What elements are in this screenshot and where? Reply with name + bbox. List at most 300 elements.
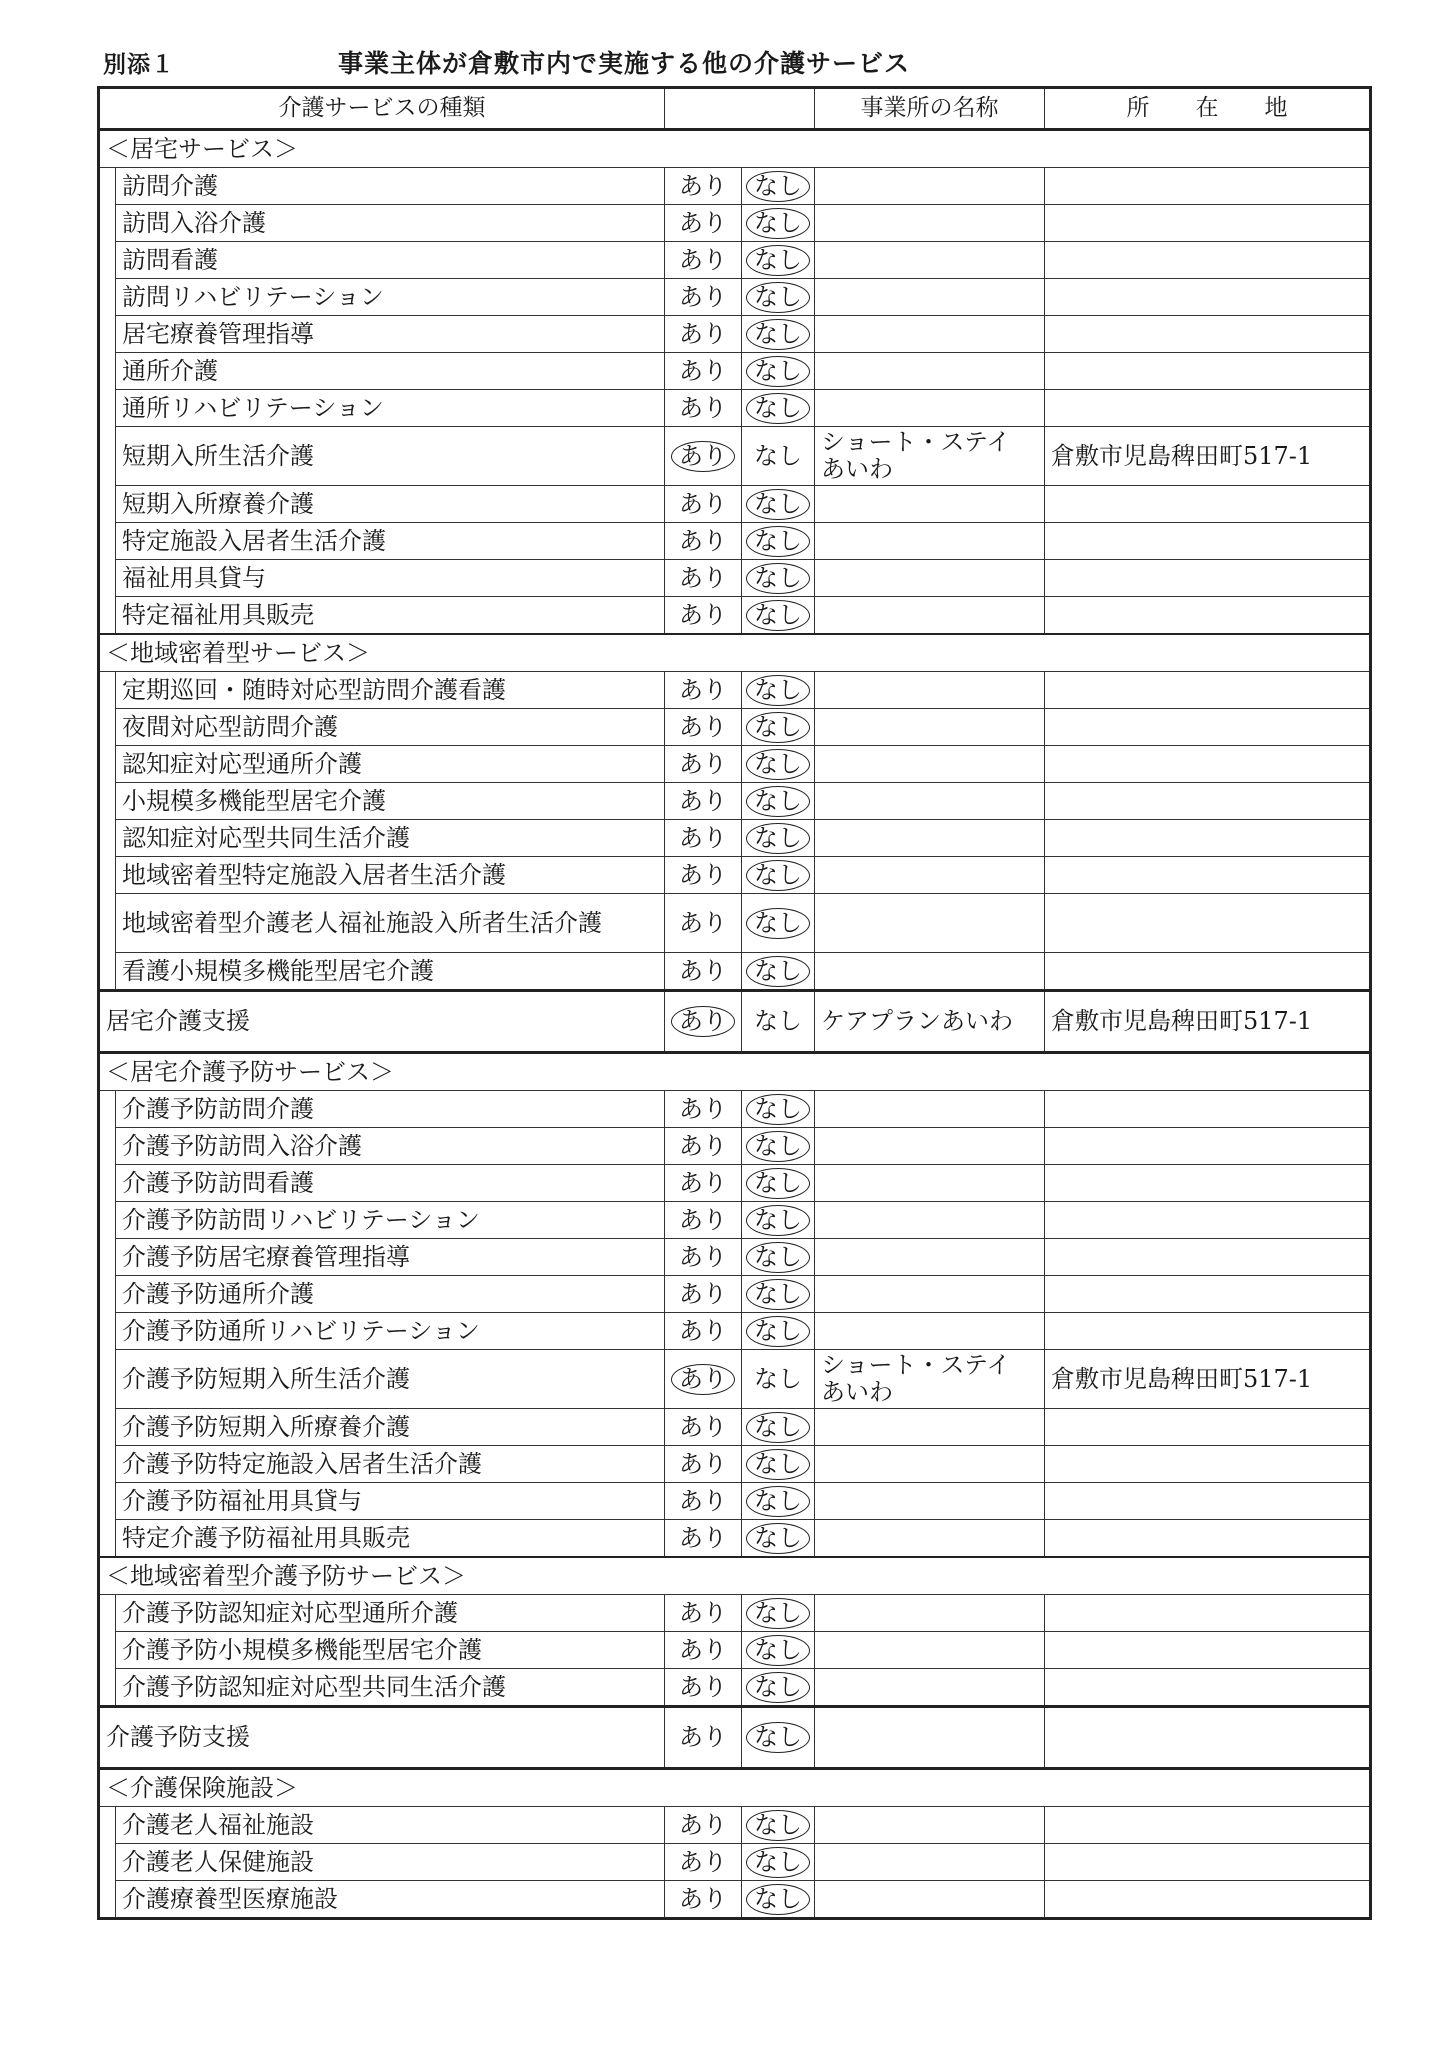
row-gutter	[99, 279, 116, 316]
service-name: 短期入所生活介護	[116, 427, 665, 486]
option-no	[742, 709, 815, 746]
option-yes	[665, 1707, 742, 1769]
option-yes-text: あり	[679, 1242, 727, 1271]
row-gutter	[99, 427, 116, 486]
section-label: ＜地域密着型サービス＞	[99, 634, 1371, 672]
row-gutter	[99, 1276, 116, 1313]
table-row	[99, 390, 1371, 427]
row-gutter	[99, 1128, 116, 1165]
service-name: 看護小規模多機能型居宅介護	[116, 953, 665, 991]
option-yes-text: あり	[679, 208, 727, 237]
option-no	[742, 1707, 815, 1769]
table-row	[99, 746, 1371, 783]
option-no-selected-mark: なし	[746, 526, 810, 557]
option-yes-text: あり	[679, 749, 727, 778]
table-row	[99, 1595, 1371, 1632]
option-no-selected-mark: なし	[746, 1598, 810, 1629]
location	[1045, 168, 1371, 205]
option-no-selected-mark: なし	[746, 1486, 810, 1517]
service-name: 訪問リハビリテーション	[116, 279, 665, 316]
service-name: 小規模多機能型居宅介護	[116, 783, 665, 820]
header-office-name: 事業所の名称	[815, 88, 1045, 130]
location	[1045, 1313, 1371, 1350]
location	[1045, 894, 1371, 953]
location	[1045, 1446, 1371, 1483]
option-yes	[665, 560, 742, 597]
option-no-selected-mark: なし	[746, 956, 810, 987]
service-name: 地域密着型特定施設入居者生活介護	[116, 857, 665, 894]
option-yes	[665, 820, 742, 857]
table-row	[99, 1239, 1371, 1276]
option-yes	[665, 894, 742, 953]
row-gutter	[99, 1409, 116, 1446]
option-no-selected-mark: なし	[746, 489, 810, 520]
option-yes	[665, 1128, 742, 1165]
service-name: 介護予防認知症対応型共同生活介護	[116, 1669, 665, 1707]
option-yes-text: あり	[679, 319, 727, 348]
section-header-row	[99, 130, 1371, 168]
table-row	[99, 1881, 1371, 1919]
table-row	[99, 353, 1371, 390]
option-yes-text: あり	[679, 1449, 727, 1478]
option-no-selected-mark: なし	[746, 860, 810, 891]
option-yes-text: あり	[679, 712, 727, 741]
service-name: 特定施設入居者生活介護	[116, 523, 665, 560]
service-name: 介護老人福祉施設	[116, 1807, 665, 1844]
row-gutter	[99, 316, 116, 353]
option-no-selected-mark: なし	[746, 675, 810, 706]
service-name: 介護予防短期入所生活介護	[116, 1350, 665, 1409]
option-yes	[665, 1881, 742, 1919]
row-gutter	[99, 1313, 116, 1350]
row-gutter	[99, 168, 116, 205]
office-name	[815, 783, 1045, 820]
row-gutter	[99, 597, 116, 635]
standalone-row	[99, 1707, 1371, 1769]
office-name	[815, 1350, 1045, 1409]
table-row	[99, 427, 1371, 486]
option-yes-text: あり	[679, 1598, 727, 1627]
office-name	[815, 1881, 1045, 1919]
office-name	[815, 1128, 1045, 1165]
row-gutter	[99, 560, 116, 597]
office-name	[815, 953, 1045, 991]
option-yes-selected-mark: あり	[671, 441, 735, 472]
office-name	[815, 1446, 1045, 1483]
row-gutter	[99, 1350, 116, 1409]
service-name: 認知症対応型通所介護	[116, 746, 665, 783]
option-yes	[665, 1276, 742, 1313]
location	[1045, 1807, 1371, 1844]
row-gutter	[99, 672, 116, 709]
office-name-line: あいわ	[821, 455, 893, 483]
option-yes	[665, 709, 742, 746]
option-yes-text: あり	[679, 1723, 727, 1751]
option-yes	[665, 523, 742, 560]
option-yes-text: あり	[679, 786, 727, 815]
option-yes-text: あり	[679, 1131, 727, 1160]
office-name	[815, 1520, 1045, 1558]
option-yes	[665, 597, 742, 635]
section-label: ＜居宅サービス＞	[99, 130, 1371, 168]
service-name: 通所介護	[116, 353, 665, 390]
option-yes	[665, 1091, 742, 1128]
row-gutter	[99, 1520, 116, 1558]
option-yes	[665, 746, 742, 783]
location	[1045, 242, 1371, 279]
table-row	[99, 1313, 1371, 1350]
row-gutter	[99, 894, 116, 953]
office-name	[815, 1807, 1045, 1844]
option-no-selected-mark: なし	[746, 1672, 810, 1703]
option-no	[742, 1844, 815, 1881]
option-no	[742, 205, 815, 242]
table-row	[99, 783, 1371, 820]
option-yes-text: あり	[679, 1635, 727, 1664]
option-yes-text: あり	[679, 1523, 727, 1552]
option-no	[742, 597, 815, 635]
table-row	[99, 1276, 1371, 1313]
location	[1045, 1595, 1371, 1632]
option-yes-text: あり	[679, 908, 727, 937]
option-yes	[665, 1632, 742, 1669]
option-yes	[665, 991, 742, 1053]
table-row	[99, 205, 1371, 242]
table-row	[99, 709, 1371, 746]
row-gutter	[99, 709, 116, 746]
location	[1045, 486, 1371, 523]
location	[1045, 1483, 1371, 1520]
table-row	[99, 1350, 1371, 1409]
row-gutter	[99, 1239, 116, 1276]
office-name	[815, 1483, 1045, 1520]
row-gutter	[99, 1446, 116, 1483]
option-yes-text: あり	[679, 860, 727, 889]
option-yes-text: あり	[679, 1884, 727, 1913]
option-yes	[665, 1669, 742, 1707]
office-name	[815, 1091, 1045, 1128]
option-yes-text: あり	[679, 956, 727, 985]
row-gutter	[99, 1202, 116, 1239]
table-row	[99, 597, 1371, 635]
service-name: 訪問入浴介護	[116, 205, 665, 242]
option-no	[742, 242, 815, 279]
option-yes	[665, 1239, 742, 1276]
location	[1045, 857, 1371, 894]
section-label: ＜介護保険施設＞	[99, 1769, 1371, 1807]
option-no-selected-mark: なし	[746, 1635, 810, 1666]
office-name: ケアプランあいわ	[815, 991, 1045, 1053]
service-name: 福祉用具貸与	[116, 560, 665, 597]
location	[1045, 1632, 1371, 1669]
option-no	[742, 953, 815, 991]
row-gutter	[99, 242, 116, 279]
option-no-selected-mark: なし	[746, 393, 810, 424]
location	[1045, 597, 1371, 635]
table-row	[99, 1446, 1371, 1483]
office-name	[815, 820, 1045, 857]
location	[1045, 1202, 1371, 1239]
option-no-selected-mark: なし	[746, 908, 810, 939]
option-no	[742, 746, 815, 783]
option-yes	[665, 1350, 742, 1409]
office-name	[815, 1313, 1045, 1350]
option-no	[742, 486, 815, 523]
option-yes	[665, 1844, 742, 1881]
service-name: 短期入所療養介護	[116, 486, 665, 523]
service-name: 介護予防通所介護	[116, 1276, 665, 1313]
table-row	[99, 523, 1371, 560]
location	[1045, 1128, 1371, 1165]
option-no	[742, 1446, 815, 1483]
office-name	[815, 857, 1045, 894]
location	[1045, 672, 1371, 709]
option-no	[742, 783, 815, 820]
table-header-row	[99, 88, 1371, 130]
location	[1045, 1844, 1371, 1881]
option-no	[742, 1807, 815, 1844]
table-row	[99, 1202, 1371, 1239]
table-row	[99, 1669, 1371, 1707]
option-yes	[665, 1446, 742, 1483]
option-yes-text: あり	[679, 1316, 727, 1345]
table-row	[99, 168, 1371, 205]
office-name	[815, 427, 1045, 486]
service-name: 介護予防小規模多機能型居宅介護	[116, 1632, 665, 1669]
option-yes-text: あり	[679, 1847, 727, 1876]
option-no	[742, 820, 815, 857]
option-no	[742, 427, 815, 486]
page-title: 事業主体が倉敷市内で実施する他の介護サービス	[338, 49, 911, 78]
location	[1045, 523, 1371, 560]
option-no-selected-mark: なし	[746, 1884, 810, 1915]
option-yes	[665, 1313, 742, 1350]
row-gutter	[99, 390, 116, 427]
table-row	[99, 1409, 1371, 1446]
option-yes	[665, 205, 742, 242]
table-row	[99, 1091, 1371, 1128]
option-no	[742, 1595, 815, 1632]
option-no	[742, 390, 815, 427]
location	[1045, 1165, 1371, 1202]
option-yes	[665, 242, 742, 279]
row-gutter	[99, 953, 116, 991]
option-yes	[665, 783, 742, 820]
option-no-selected-mark: なし	[746, 712, 810, 743]
standalone-row	[99, 991, 1371, 1053]
option-yes-text: あり	[679, 675, 727, 704]
row-gutter	[99, 1165, 116, 1202]
option-yes-text: あり	[679, 1094, 727, 1123]
office-name	[815, 597, 1045, 635]
option-no-selected-mark: なし	[746, 1847, 810, 1878]
service-name: 介護予防特定施設入居者生活介護	[116, 1446, 665, 1483]
row-gutter	[99, 523, 116, 560]
office-name	[815, 1165, 1045, 1202]
option-yes-selected-mark: あり	[671, 1006, 735, 1037]
table-row	[99, 560, 1371, 597]
office-name	[815, 1632, 1045, 1669]
service-name: 夜間対応型訪問介護	[116, 709, 665, 746]
option-yes	[665, 279, 742, 316]
option-no-selected-mark: なし	[746, 1131, 810, 1162]
office-name	[815, 709, 1045, 746]
option-no-selected-mark: なし	[746, 1523, 810, 1554]
location	[1045, 783, 1371, 820]
service-name: 定期巡回・随時対応型訪問介護看護	[116, 672, 665, 709]
location	[1045, 1520, 1371, 1558]
option-no	[742, 316, 815, 353]
table-row	[99, 1844, 1371, 1881]
option-yes	[665, 1202, 742, 1239]
option-no-selected-mark: なし	[746, 245, 810, 276]
row-gutter	[99, 1844, 116, 1881]
office-name-line: ショート・ステイ	[821, 1351, 1011, 1379]
location	[1045, 1707, 1371, 1769]
office-name	[815, 486, 1045, 523]
option-yes	[665, 316, 742, 353]
option-no-selected-mark: なし	[746, 208, 810, 239]
location	[1045, 205, 1371, 242]
option-no-selected-mark: なし	[746, 1449, 810, 1480]
option-no	[742, 1483, 815, 1520]
row-gutter	[99, 1632, 116, 1669]
option-yes-text: あり	[679, 823, 727, 852]
location	[1045, 1276, 1371, 1313]
office-name	[815, 390, 1045, 427]
row-gutter	[99, 783, 116, 820]
row-gutter	[99, 857, 116, 894]
option-no-selected-mark: なし	[746, 282, 810, 313]
option-no-selected-mark: なし	[746, 1242, 810, 1273]
row-gutter	[99, 1595, 116, 1632]
section-label: ＜居宅介護予防サービス＞	[99, 1053, 1371, 1091]
option-no	[742, 1881, 815, 1919]
option-no	[742, 1669, 815, 1707]
option-yes	[665, 1483, 742, 1520]
option-no	[742, 1239, 815, 1276]
table-row	[99, 1520, 1371, 1558]
header-location: 所 在 地	[1045, 88, 1371, 130]
option-no	[742, 991, 815, 1053]
service-name: 特定介護予防福祉用具販売	[116, 1520, 665, 1558]
table-row	[99, 820, 1371, 857]
service-name: 介護予防短期入所療養介護	[116, 1409, 665, 1446]
service-name: 居宅介護支援	[99, 991, 665, 1053]
option-yes	[665, 1520, 742, 1558]
option-no	[742, 1632, 815, 1669]
location	[1045, 820, 1371, 857]
office-name-line: ショート・ステイ	[821, 428, 1011, 456]
option-yes-text: あり	[679, 563, 727, 592]
service-name: 居宅療養管理指導	[116, 316, 665, 353]
row-gutter	[99, 1091, 116, 1128]
office-name	[815, 1595, 1045, 1632]
option-no-selected-mark: なし	[746, 1722, 810, 1753]
option-no-selected-mark: なし	[746, 1205, 810, 1236]
service-name: 介護予防居宅療養管理指導	[116, 1239, 665, 1276]
office-name	[815, 672, 1045, 709]
option-no-selected-mark: なし	[746, 823, 810, 854]
option-no-text: なし	[754, 441, 802, 470]
location: 倉敷市児島稗田町517-1	[1045, 1350, 1371, 1409]
option-yes	[665, 672, 742, 709]
service-name: 介護予防訪問リハビリテーション	[116, 1202, 665, 1239]
option-no-selected-mark: なし	[746, 1810, 810, 1841]
office-name	[815, 1669, 1045, 1707]
option-no-selected-mark: なし	[746, 1316, 810, 1347]
option-no	[742, 857, 815, 894]
office-name	[815, 205, 1045, 242]
option-yes-text: あり	[679, 171, 727, 200]
location	[1045, 353, 1371, 390]
row-gutter	[99, 1483, 116, 1520]
service-name: 地域密着型介護老人福祉施設入所者生活介護	[116, 894, 665, 953]
option-yes	[665, 1409, 742, 1446]
services-table	[97, 86, 1372, 1920]
table-row	[99, 1483, 1371, 1520]
location: 倉敷市児島稗田町517-1	[1045, 991, 1371, 1053]
option-no-selected-mark: なし	[746, 319, 810, 350]
office-name	[815, 1707, 1045, 1769]
office-name-line: あいわ	[821, 1378, 893, 1406]
service-name: 介護療養型医療施設	[116, 1881, 665, 1919]
option-no-text: なし	[754, 1364, 802, 1393]
option-no	[742, 353, 815, 390]
option-no	[742, 523, 815, 560]
row-gutter	[99, 1807, 116, 1844]
option-no	[742, 168, 815, 205]
table-row	[99, 1165, 1371, 1202]
table-row	[99, 1807, 1371, 1844]
option-yes	[665, 486, 742, 523]
option-yes	[665, 1595, 742, 1632]
location: 倉敷市児島稗田町517-1	[1045, 427, 1371, 486]
office-name	[815, 1409, 1045, 1446]
option-yes	[665, 1165, 742, 1202]
section-header-row	[99, 634, 1371, 672]
location	[1045, 560, 1371, 597]
header-spacer	[665, 88, 815, 130]
option-no	[742, 1313, 815, 1350]
table-row	[99, 1632, 1371, 1669]
option-no	[742, 1520, 815, 1558]
option-yes	[665, 953, 742, 991]
table-row	[99, 672, 1371, 709]
attachment-label: 別添１	[103, 52, 175, 78]
table-row	[99, 242, 1371, 279]
office-name	[815, 242, 1045, 279]
option-yes-selected-mark: あり	[671, 1364, 735, 1395]
option-yes	[665, 857, 742, 894]
option-yes	[665, 427, 742, 486]
section-header-row	[99, 1053, 1371, 1091]
service-name: 介護予防訪問入浴介護	[116, 1128, 665, 1165]
office-name	[815, 353, 1045, 390]
row-gutter	[99, 820, 116, 857]
table-row	[99, 953, 1371, 991]
option-yes-text: あり	[679, 489, 727, 518]
service-name: 介護予防通所リハビリテーション	[116, 1313, 665, 1350]
option-yes	[665, 168, 742, 205]
option-yes-text: あり	[679, 1168, 727, 1197]
office-name	[815, 894, 1045, 953]
location	[1045, 390, 1371, 427]
option-no	[742, 279, 815, 316]
option-no	[742, 1091, 815, 1128]
option-no-selected-mark: なし	[746, 563, 810, 594]
service-name: 通所リハビリテーション	[116, 390, 665, 427]
